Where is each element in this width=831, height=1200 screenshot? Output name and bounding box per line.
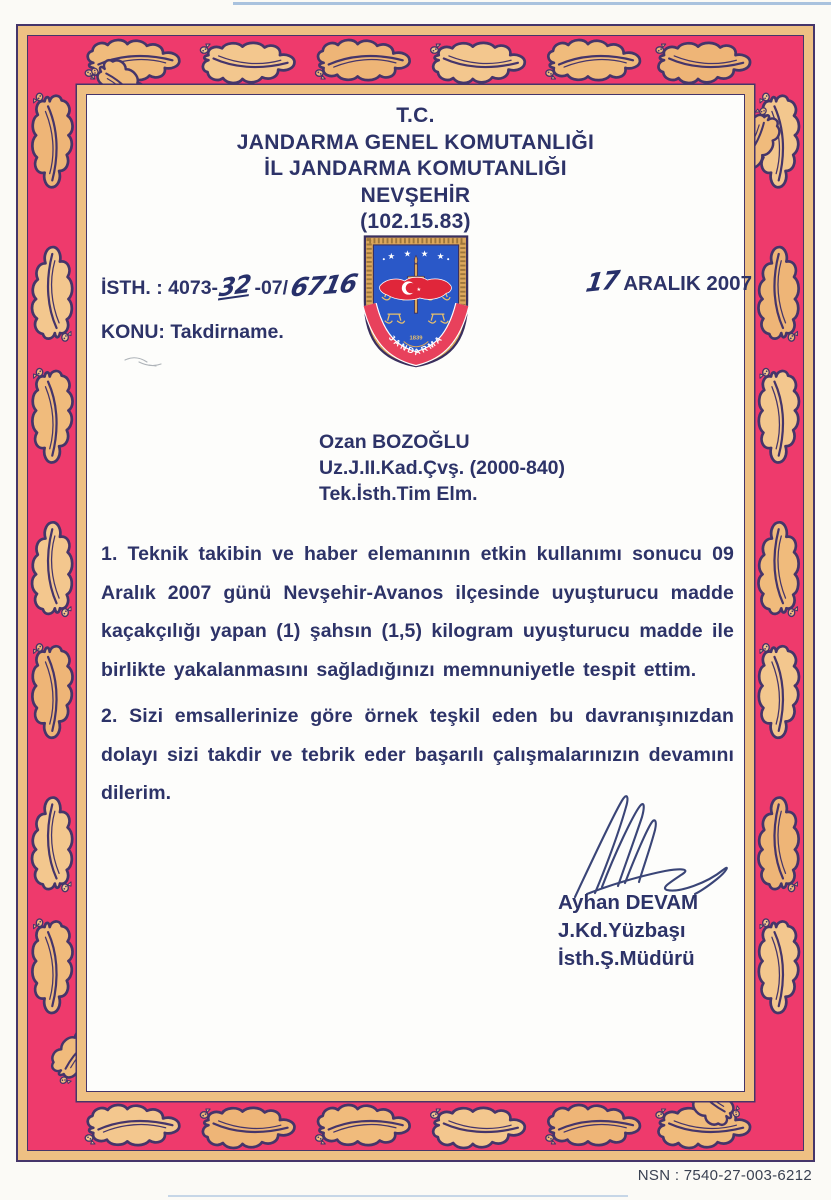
recipient-name: Ozan BOZOĞLU xyxy=(319,431,470,453)
decorative-border-frame xyxy=(16,24,815,1162)
scan-artifact-line xyxy=(168,1195,628,1197)
border-pink-band xyxy=(27,35,804,1151)
letterhead xyxy=(87,103,744,236)
date-printed: ARALIK 2007 xyxy=(623,272,752,295)
svg-text:★: ★ xyxy=(420,249,428,260)
emblem-year: 1839 xyxy=(408,335,423,342)
signature-title: İsth.Ş.Müdürü xyxy=(558,947,695,970)
emblem-banner: JANDARMA xyxy=(386,332,445,358)
letterhead-tc: T.C. xyxy=(396,104,435,127)
reference-line xyxy=(101,268,360,303)
letterhead-org1: JANDARMA GENEL KOMUTANLIĞI xyxy=(236,130,595,154)
svg-text:★: ★ xyxy=(387,252,395,263)
signature-rank: J.Kd.Yüzbaşı xyxy=(558,919,686,942)
reference-handwritten-suffix: 32 xyxy=(217,269,252,303)
body-paragraph-1: 1. Teknik takibin ve haber elemanının etkin kullanımı sonucu 09 Aralık 2007 günü Nevşehir-Avanos ilçesinde uyuşturucu madde kaçakçılığı yapan (1) şahsın (1,5) kilogram uyuşturucu madde ile birlikte yakalanmasını sağladığınızı memnuniyetle tespit ettim. xyxy=(101,543,734,681)
date-handwritten-day: 17 xyxy=(584,264,622,299)
letterhead-org2: İL JANDARMA KOMUTANLIĞI xyxy=(264,157,567,180)
signature-block xyxy=(558,889,698,973)
subject-line: KONU: Takdirname. xyxy=(101,321,284,343)
date-line xyxy=(584,264,752,299)
scan-artifact-line xyxy=(233,2,831,5)
letterhead-city: NEVŞEHİR xyxy=(360,183,471,207)
reference-handwritten-number: 6716 xyxy=(288,268,360,303)
jandarma-emblem-icon xyxy=(359,227,473,369)
recipient-rank: Uz.J.II.Kad.Çvş. (2000-840) xyxy=(319,457,566,479)
reference-printed-mid: -07/ xyxy=(254,277,289,299)
svg-text:★: ★ xyxy=(403,249,411,260)
svg-text:★: ★ xyxy=(436,252,444,263)
nsn-footer: NSN : 7540-27-003-6212 xyxy=(637,1167,812,1184)
signature-name: Ayhan DEVAM xyxy=(558,891,699,914)
recipient-block xyxy=(319,429,565,507)
pencil-mark xyxy=(123,353,165,371)
reference-printed: İSTH. : 4073- xyxy=(101,277,219,299)
letterhead-code: (102.15.83) xyxy=(360,210,471,233)
svg-text:★: ★ xyxy=(416,286,421,293)
letter-paper xyxy=(86,94,752,1092)
recipient-duty: Tek.İsth.Tim Elm. xyxy=(319,483,478,505)
signature-stroke-icon xyxy=(557,791,757,903)
body-paragraph-2: 2. Sizi emsallerinize göre örnek teşkil eden bu davranışınızdan dolayı sizi takdir ve tebrik eder başarılı çalışmalarınızın devamını dilerim. xyxy=(101,705,734,804)
